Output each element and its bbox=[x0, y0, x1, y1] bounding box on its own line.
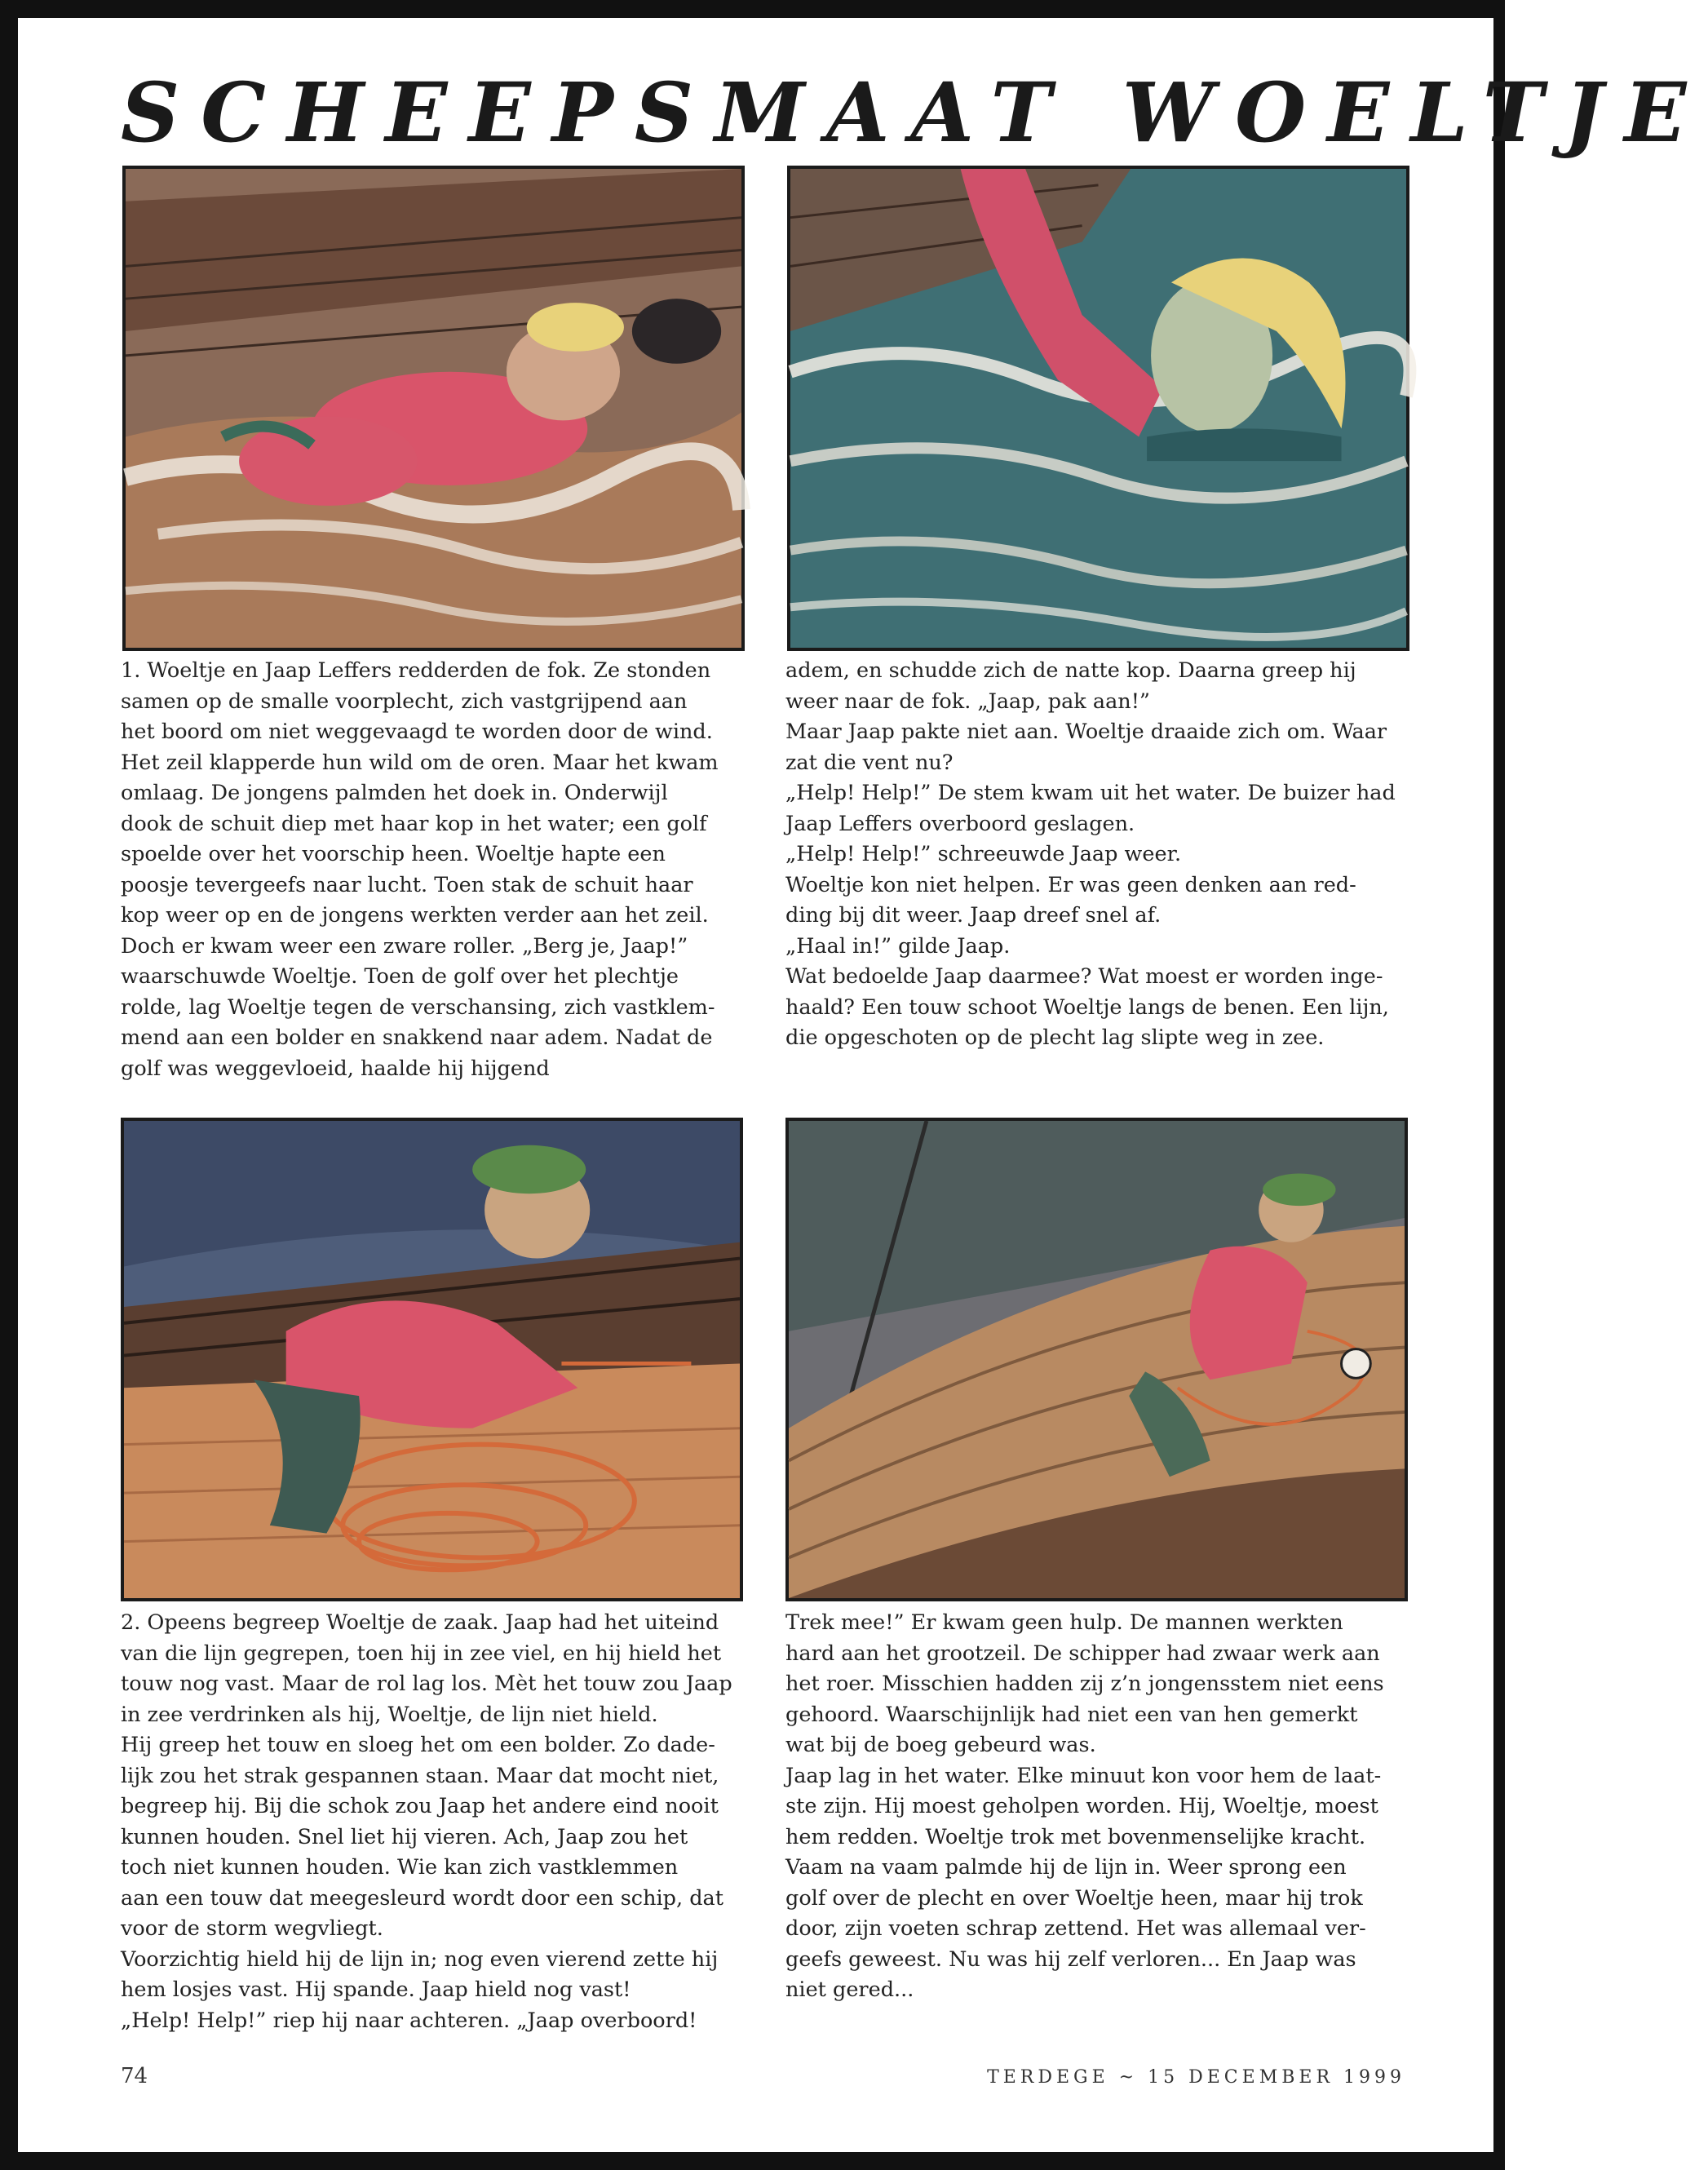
story-line: toch niet kunnen houden. Wie kan zich vastklemmen bbox=[121, 1855, 679, 1880]
story-line: touw nog vast. Maar de rol lag los. Mèt het touw zou Jaap bbox=[121, 1672, 732, 1696]
story-line: poosje tevergeefs naar lucht. Toen stak de schuit haar bbox=[121, 872, 693, 897]
illustration-panel-3 bbox=[121, 1118, 743, 1601]
deck-wave-illustration bbox=[126, 169, 741, 648]
story-line: het roer. Misschien hadden zij z’n jongensstem niet eens bbox=[785, 1672, 1384, 1696]
illustration-panel-4 bbox=[785, 1118, 1408, 1601]
page-title: SCHEEPSMAAT WOELTJE bbox=[121, 64, 1708, 161]
story-line: omlaag. De jongens palmden het doek in. Onderwijl bbox=[121, 781, 668, 805]
story-line: geefs geweest. Nu was hij zelf verloren... En Jaap was bbox=[785, 1946, 1356, 1972]
story-line: zat die vent nu? bbox=[785, 750, 954, 775]
story-line: van die lijn gegrepen, toen hij in zee viel, en hij hield het bbox=[121, 1641, 722, 1666]
story-line: ding bij dit weer. Jaap dreef snel af. bbox=[785, 903, 1162, 928]
story-line: „Help! Help!” schreeuwde Jaap weer. bbox=[785, 842, 1182, 866]
story-line: hard aan het grootzeil. De schipper had zwaar werk aan bbox=[785, 1641, 1380, 1666]
story-column-2 bbox=[785, 656, 1414, 1054]
story-line: gehoord. Waarschijnlijk had niet een van hen gemerkt bbox=[785, 1702, 1358, 1727]
story-line: Vaam na vaam palmde hij de lijn in. Weer sprong een bbox=[785, 1855, 1347, 1880]
story-line: ste zijn. Hij moest geholpen worden. Hij, Woeltje, moest bbox=[785, 1794, 1378, 1818]
publication-footer: TERDEGE ~ 15 DECEMBER 1999 bbox=[987, 2067, 1405, 2088]
story-line: aan een touw dat meegesleurd wordt door een schip, dat bbox=[121, 1885, 723, 1911]
story-line: hem redden. Woeltje trok met bovenmenselijke kracht. bbox=[785, 1824, 1366, 1849]
story-line: hem losjes vast. Hij spande. Jaap hield nog vast! bbox=[121, 1977, 631, 2002]
story-column-4 bbox=[785, 1608, 1414, 2006]
story-line: weer naar de fok. „Jaap, pak aan!” bbox=[785, 689, 1150, 714]
story-line: dook de schuit diep met haar kop in het water; een golf bbox=[121, 811, 707, 836]
story-line: lijk zou het strak gespannen staan. Maar dat mocht niet, bbox=[121, 1763, 719, 1788]
story-column-3 bbox=[121, 1608, 749, 2036]
story-line: die opgeschoten op de plecht lag slipte weg in zee. bbox=[785, 1025, 1325, 1050]
story-line: 1. Woeltje en Jaap Leffers redderden de fok. Ze stonden bbox=[121, 658, 711, 683]
story-line: Hij greep het touw en sloeg het om een bolder. Zo dade- bbox=[121, 1733, 715, 1757]
story-line: mend aan een bolder en snakkend naar adem. Nadat de bbox=[121, 1025, 713, 1050]
illustration-panel-1 bbox=[122, 166, 745, 651]
story-line: Doch er kwam weer een zware roller. „Berg je, Jaap!” bbox=[121, 933, 688, 959]
story-line: Het zeil klapperde hun wild om de oren. Maar het kwam bbox=[121, 750, 719, 775]
man-overboard-illustration bbox=[790, 169, 1406, 648]
story-line: adem, en schudde zich de natte kop. Daarna greep hij bbox=[785, 658, 1356, 683]
story-line: niet gered... bbox=[785, 1977, 914, 2002]
story-line: Wat bedoelde Jaap daarmee? Wat moest er worden inge- bbox=[785, 964, 1383, 989]
story-line: in zee verdrinken als hij, Woeltje, de lijn niet hield. bbox=[121, 1702, 658, 1727]
story-line: waarschuwde Woeltje. Toen de golf over het plechtje bbox=[121, 964, 679, 989]
story-line: „Help! Help!” riep hij naar achteren. „Jaap overboord! bbox=[121, 2008, 697, 2033]
story-line: Trek mee!” Er kwam geen hulp. De mannen werkten bbox=[785, 1610, 1343, 1635]
story-line: haald? Een touw schoot Woeltje langs de benen. Een lijn, bbox=[785, 994, 1389, 1020]
story-line: Voorzichtig hield hij de lijn in; nog even vierend zette hij bbox=[121, 1946, 719, 1972]
story-line: begreep hij. Bij die schok zou Jaap het andere eind nooit bbox=[121, 1794, 719, 1818]
story-line: rolde, lag Woeltje tegen de verschansing, zich vastklem- bbox=[121, 994, 715, 1020]
story-line: Maar Jaap pakte niet aan. Woeltje draaide zich om. Waar bbox=[785, 720, 1387, 744]
story-line: door, zijn voeten schrap zettend. Het was allemaal ver- bbox=[785, 1916, 1366, 1941]
story-line: „Haal in!” gilde Jaap. bbox=[785, 933, 1011, 959]
page-number: 74 bbox=[121, 2064, 148, 2088]
story-line: samen op de smalle voorplecht, zich vastgrijpend aan bbox=[121, 689, 688, 714]
story-line: „Help! Help!” De stem kwam uit het water. De buizer had bbox=[785, 781, 1396, 805]
story-line: kunnen houden. Snel liet hij vieren. Ach, Jaap zou het bbox=[121, 1824, 688, 1849]
story-line: Jaap lag in het water. Elke minuut kon voor hem de laat- bbox=[785, 1763, 1382, 1788]
story-line: het boord om niet weggevaagd te worden door de wind. bbox=[121, 720, 713, 744]
story-line: 2. Opeens begreep Woeltje de zaak. Jaap had het uiteind bbox=[121, 1610, 719, 1635]
story-column-1 bbox=[121, 656, 749, 1084]
story-line: spoelde over het voorschip heen. Woeltje hapte een bbox=[121, 842, 666, 866]
hauling-line-illustration bbox=[789, 1121, 1405, 1598]
story-line: voor de storm wegvliegt. bbox=[121, 1916, 383, 1941]
rope-grab-illustration bbox=[124, 1121, 740, 1598]
story-line: Woeltje kon niet helpen. Er was geen denken aan red- bbox=[785, 872, 1356, 897]
story-line: Jaap Leffers overboord geslagen. bbox=[785, 811, 1135, 836]
illustration-panel-2 bbox=[787, 166, 1409, 651]
story-line: golf over de plecht en over Woeltje heen, maar hij trok bbox=[785, 1885, 1363, 1911]
story-line: kop weer op en de jongens werkten verder aan het zeil. bbox=[121, 903, 709, 928]
story-line: golf was weggevloeid, haalde hij hijgend bbox=[121, 1056, 550, 1081]
story-line: wat bij de boeg gebeurd was. bbox=[785, 1733, 1096, 1757]
